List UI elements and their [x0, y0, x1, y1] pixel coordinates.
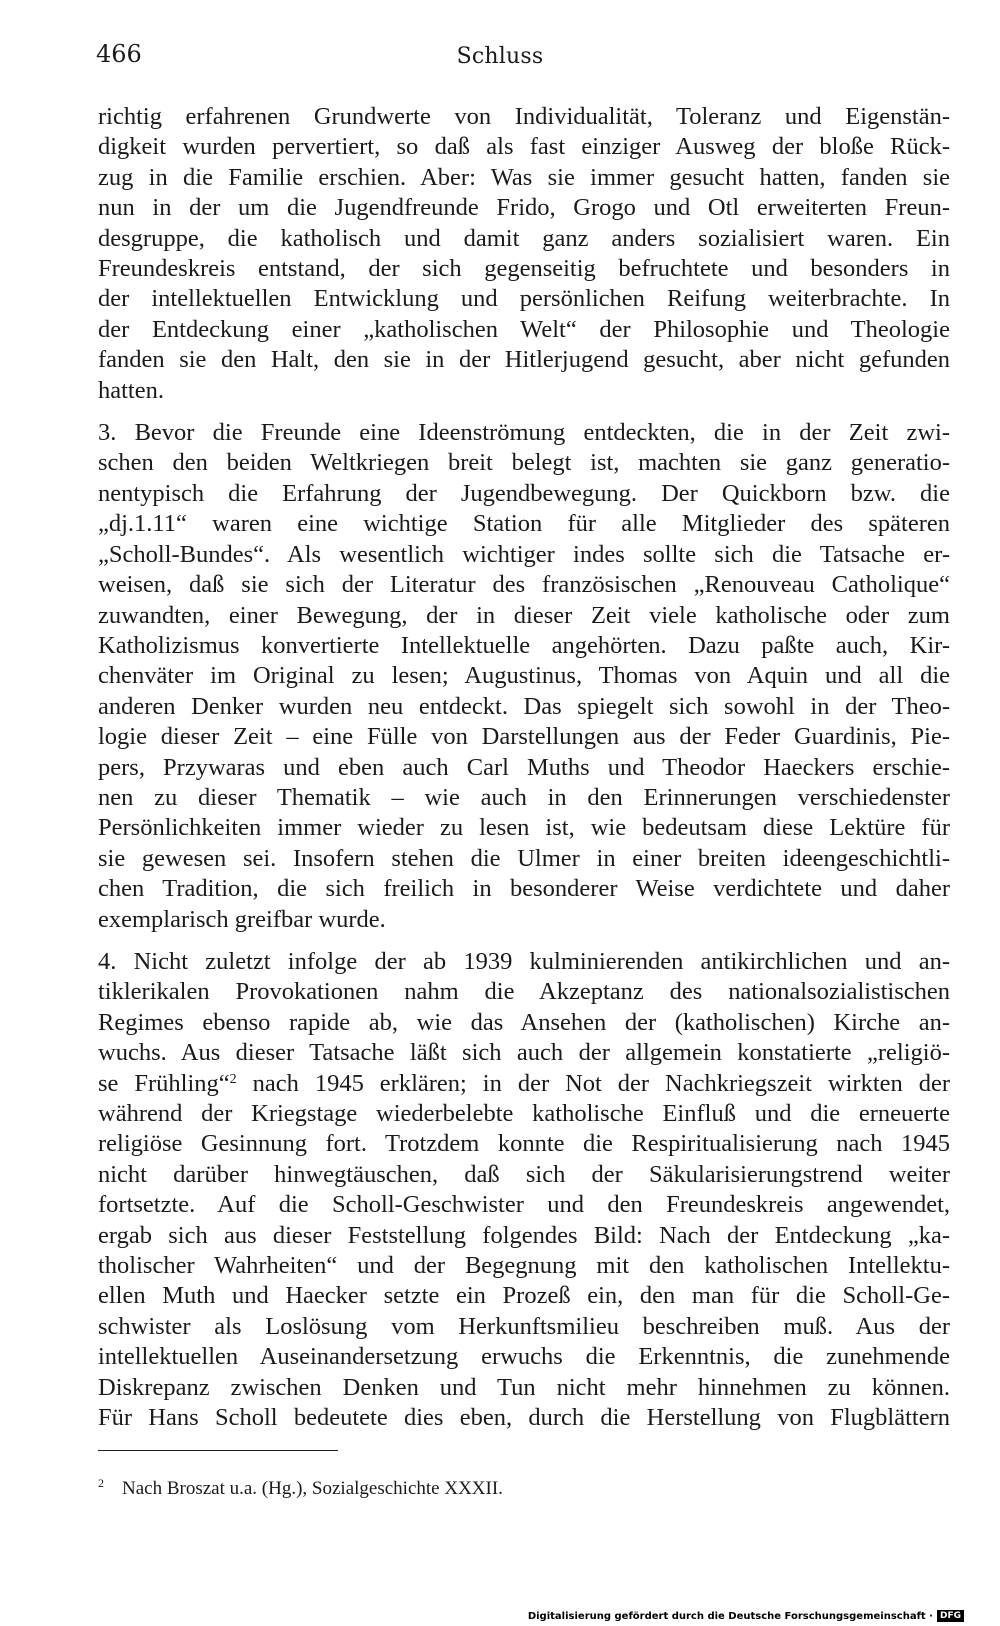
text-line: nentypisch die Erfahrung der Jugendbewegung. Der Quickborn bzw. die — [98, 479, 950, 507]
footnote-mark: 2 — [98, 1476, 104, 1490]
text-line: Diskrepanz zwischen Denken und Tun nicht mehr hinnehmen zu können. — [98, 1373, 950, 1401]
paragraph-1 — [98, 102, 950, 406]
text-line: anderen Denker wurden neu entdeckt. Das spiegelt sich sowohl in der Theo- — [98, 692, 950, 720]
text-line-with-footnote-ref — [98, 1069, 950, 1099]
text-line: ellen Muth und Haecker setzte ein Prozeß ein, den man für die Scholl-Ge- — [98, 1282, 950, 1310]
paragraph-2 — [98, 418, 950, 935]
text-line: Regimes ebenso rapide ab, wie das Ansehen der (katholischen) Kirche an- — [98, 1008, 950, 1036]
text-line: digkeit wurden pervertiert, so daß als fast einziger Ausweg der bloße Rück- — [98, 133, 950, 161]
text-line: logie dieser Zeit – eine Fülle von Darstellungen aus der Feder Guardinis, Pie- — [98, 723, 950, 751]
text-line: chen Tradition, die sich freilich in besonderer Weise verdichtete und daher — [98, 875, 950, 903]
text-line: zuwandten, einer Bewegung, der in dieser Zeit viele katholische oder zum — [98, 601, 950, 629]
text-line: chenväter im Original zu lesen; Augustinus, Thomas von Aquin und all die — [98, 662, 950, 690]
text-line: pers, Przywaras und eben auch Carl Muths und Theodor Haeckers erschie- — [98, 753, 950, 781]
text-line: religiöse Gesinnung fort. Trotzdem konnte die Respiritualisierung nach 1945 — [98, 1130, 950, 1158]
footnote-reference[interactable]: 2 — [229, 1071, 237, 1087]
funding-note-text: Digitalisierung gefördert durch die Deutsche Forschungsgemeinschaft · — [527, 1610, 933, 1622]
text-line: Für Hans Scholl bedeutete dies eben, durch die Herstellung von Flugblättern — [98, 1404, 950, 1432]
text-line: Freundeskreis entstand, der sich gegenseitig befruchtete und besonders in — [98, 255, 950, 283]
text-line: „dj.1.11“ waren eine wichtige Station für alle Mitglieder des späteren — [98, 510, 950, 538]
running-title: Schluss — [456, 44, 544, 69]
text-line: hatten. — [98, 376, 164, 404]
text-line: nun in der um die Jugendfreunde Frido, Grogo und Otl erweiterten Freun- — [98, 194, 950, 222]
page-number: 466 — [96, 40, 142, 68]
text-line: 4. Nicht zuletzt infolge der ab 1939 kulminierenden antikirchlichen und an- — [98, 947, 950, 975]
text-line: sie gewesen sei. Insofern stehen die Ulmer in einer breiten ideengeschichtli- — [98, 844, 950, 872]
body-text — [98, 102, 950, 1445]
paragraph-3 — [98, 947, 950, 1434]
text-line: intellektuellen Auseinandersetzung erwuchs die Erkenntnis, die zunehmende — [98, 1343, 950, 1371]
footnote — [98, 1476, 503, 1500]
text-line: exemplarisch greifbar wurde. — [98, 905, 386, 933]
text-fragment: se Frühling“ — [98, 1069, 230, 1097]
text-line: 3. Bevor die Freunde eine Ideenströmung entdeckten, die in der Zeit zwi- — [98, 419, 950, 447]
text-line: nicht darüber hinwegtäuschen, daß sich der Säkularisierungstrend weiter — [98, 1160, 950, 1188]
text-line: zug in die Familie erschien. Aber: Was sie immer gesucht hatten, fanden sie — [98, 163, 950, 191]
text-line: schen den beiden Weltkriegen breit belegt ist, machten sie ganz generatio- — [98, 449, 950, 477]
funding-note — [528, 1610, 964, 1622]
text-line: schwister als Loslösung vom Herkunftsmilieu beschreiben muß. Aus der — [98, 1312, 950, 1340]
text-line: desgruppe, die katholisch und damit ganz anders sozialisiert waren. Ein — [98, 224, 950, 252]
footnote-text: Nach Broszat u.a. (Hg.), Sozialgeschichte XXXII. — [122, 1478, 503, 1499]
text-line: der Entdeckung einer „katholischen Welt“ der Philosophie und Theologie — [98, 315, 950, 343]
text-line: tiklerikalen Provokationen nahm die Akzeptanz des nationalsozialistischen — [98, 978, 950, 1006]
text-line: fanden sie den Halt, den sie in der Hitlerjugend gesucht, aber nicht gefunden — [98, 346, 950, 374]
text-line: ergab sich aus dieser Feststellung folgendes Bild: Nach der Entdeckung „ka- — [98, 1221, 950, 1249]
text-line: fortsetzte. Auf die Scholl-Geschwister und den Freundeskreis angewendet, — [98, 1191, 950, 1219]
text-line: weisen, daß sie sich der Literatur des französischen „Renouveau Catholique“ — [98, 571, 950, 599]
text-line: richtig erfahrenen Grundwerte von Individualität, Toleranz und Eigenstän- — [98, 103, 950, 130]
text-line: wuchs. Aus dieser Tatsache läßt sich auch der allgemein konstatierte „religiö- — [98, 1039, 950, 1067]
text-line: nen zu dieser Thematik – wie auch in den Erinnerungen verschiedenster — [98, 783, 950, 811]
text-fragment: nach 1945 erklären; in der Not der Nachkriegszeit wirkten der — [236, 1069, 950, 1097]
text-line: Persönlichkeiten immer wieder zu lesen ist, wie bedeutsam diese Lektüre für — [98, 814, 950, 842]
text-line: der intellektuellen Entwicklung und persönlichen Reifung weiterbrachte. In — [98, 285, 950, 313]
text-line: während der Kriegstage wiederbelebte katholische Einfluß und die erneuerte — [98, 1100, 950, 1127]
footnote-divider — [98, 1450, 338, 1451]
text-line: tholischer Wahrheiten“ und der Begegnung mit den katholischen Intellektu- — [98, 1252, 950, 1280]
dfg-logo-icon: DFG — [937, 1610, 964, 1622]
text-line: Katholizismus konvertierte Intellektuelle angehörten. Dazu paßte auch, Kir- — [98, 631, 950, 659]
text-line: „Scholl-Bundes“. Als wesentlich wichtiger indes sollte sich die Tatsache er- — [98, 540, 950, 568]
